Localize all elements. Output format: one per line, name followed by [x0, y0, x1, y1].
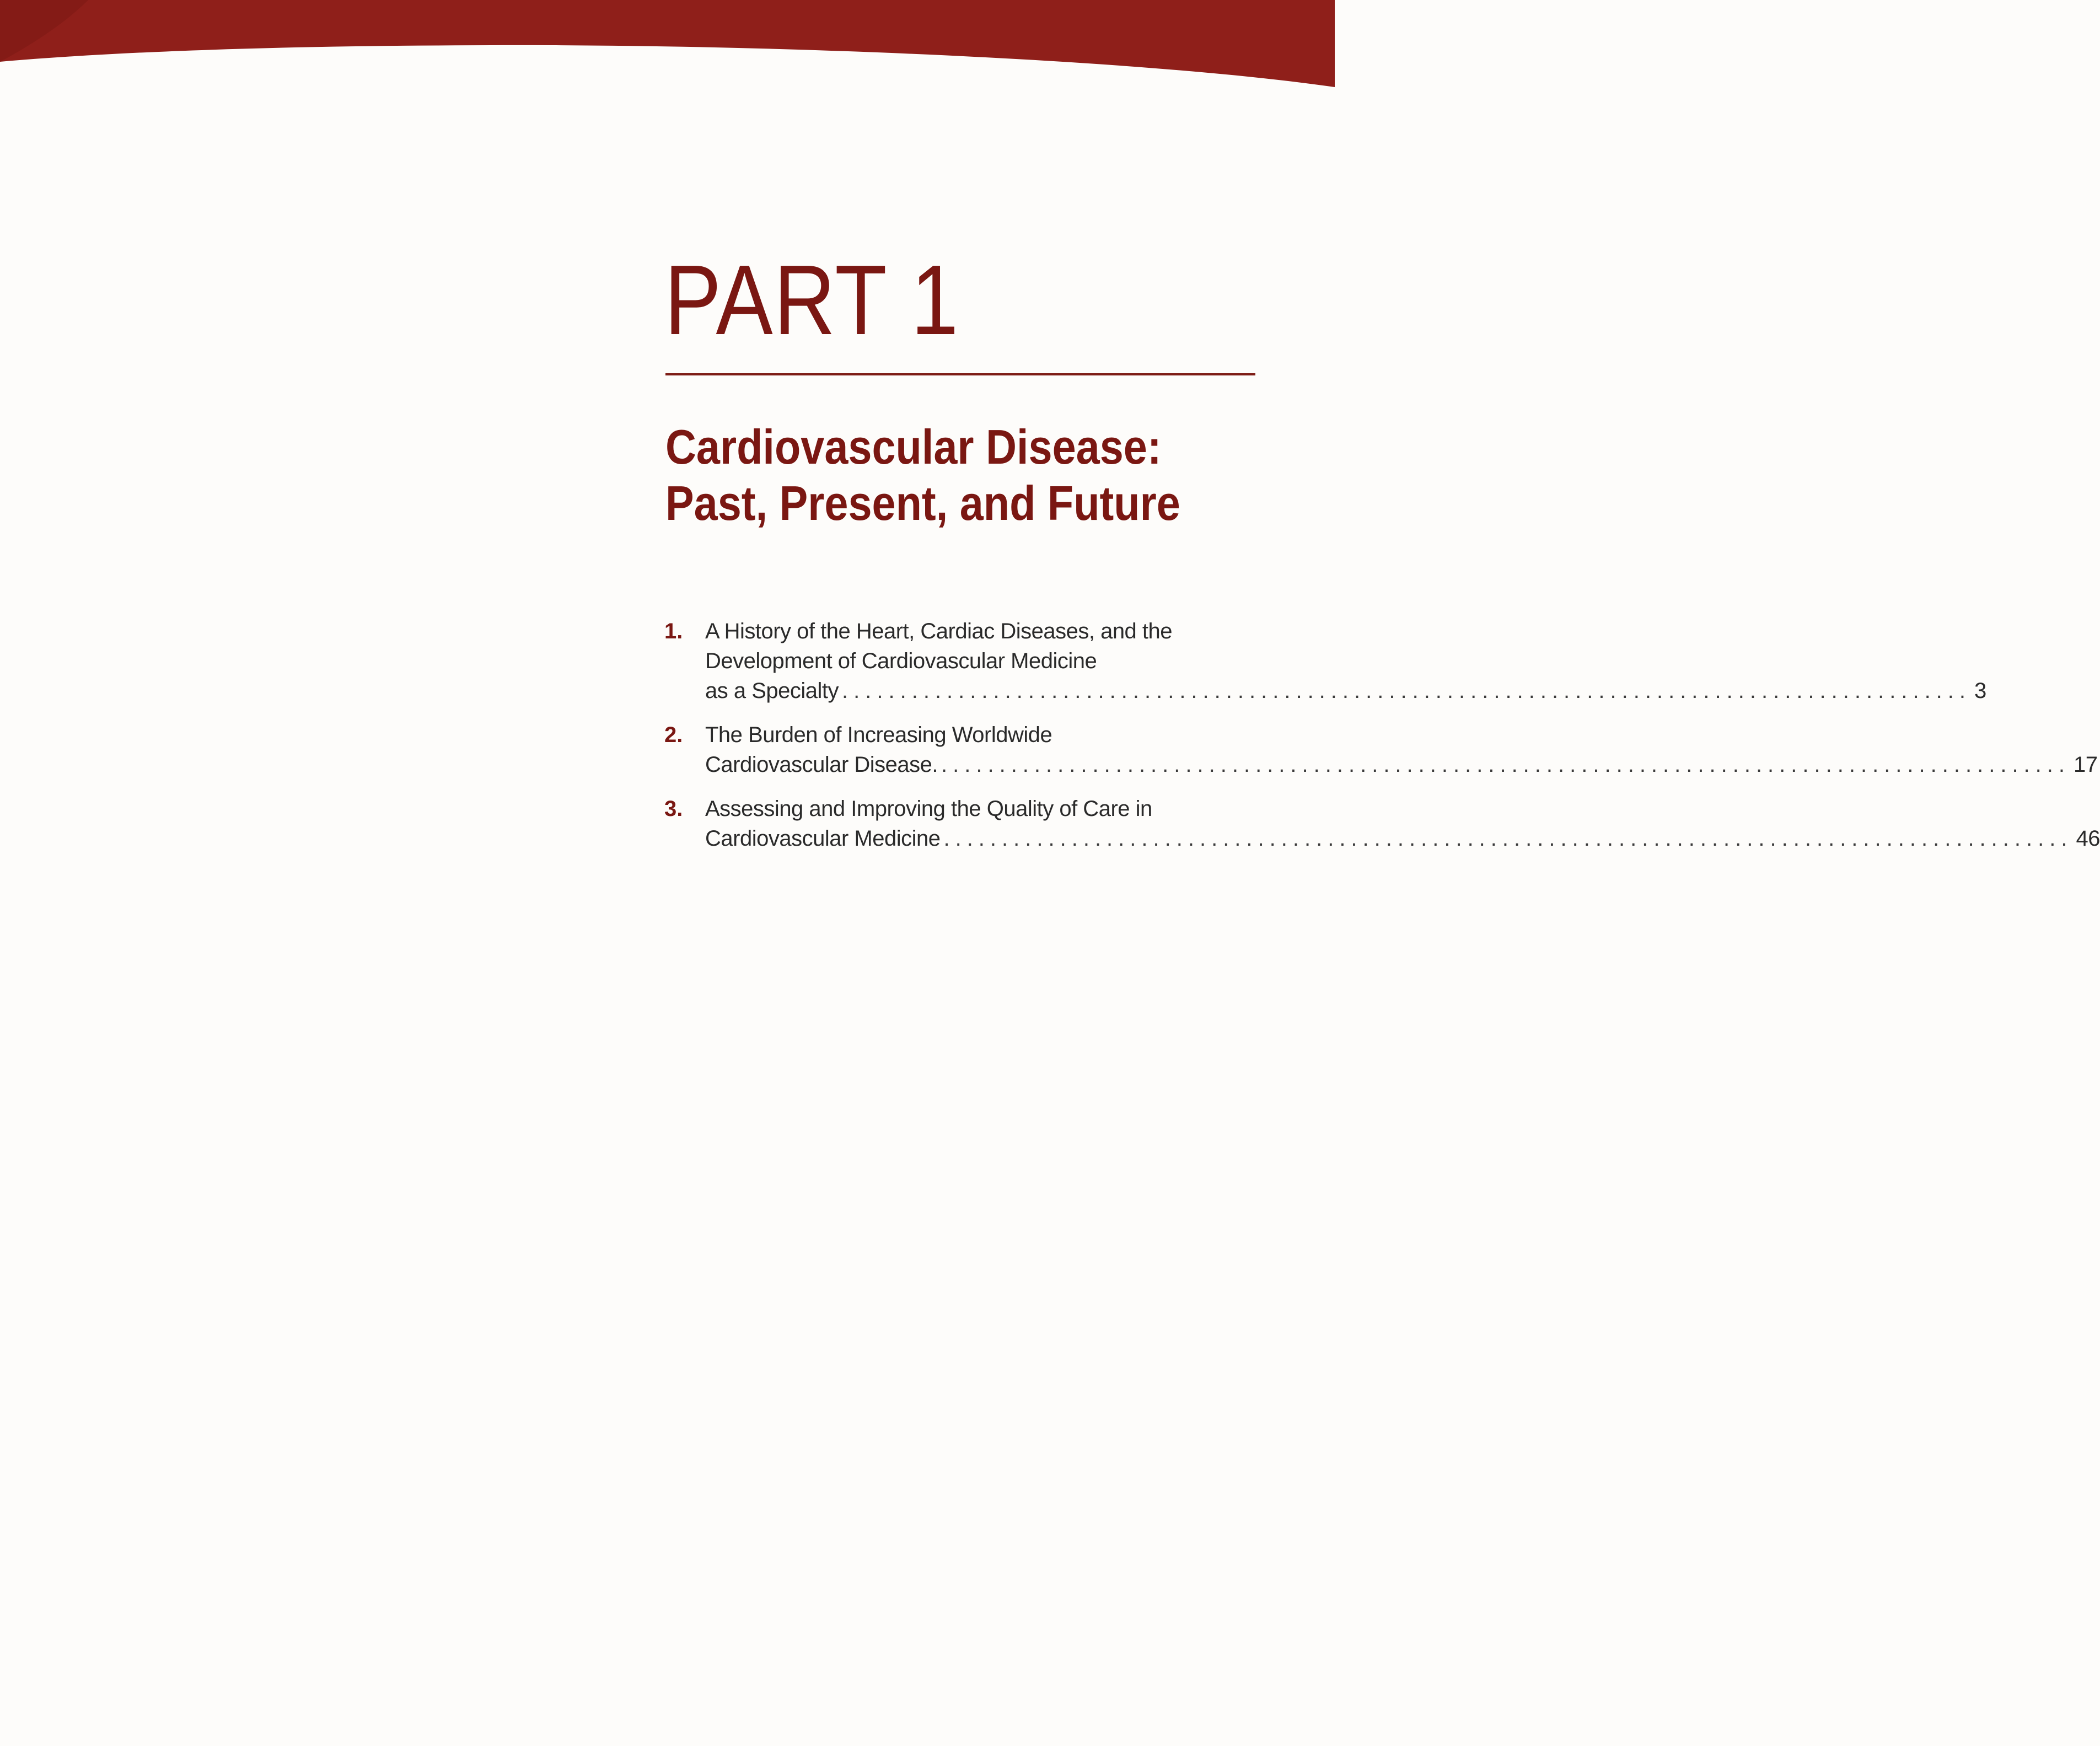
- toc-entry-title-line: A History of the Heart, Cardiac Diseases, and the: [705, 619, 1173, 643]
- toc-entry-title: [705, 794, 2100, 853]
- part-title-line-2: Past, Present, and Future: [665, 476, 1180, 530]
- toc-entry-last-line: [705, 750, 2098, 780]
- dot-leader: .................................................................................................: [941, 753, 2071, 777]
- toc-entry-title: [705, 720, 2098, 780]
- toc-entry-3[interactable]: [664, 794, 2100, 853]
- toc-entry-number: 3.: [664, 797, 683, 821]
- top-band-shape: [0, 0, 1335, 94]
- toc-page-number: 17: [2074, 753, 2098, 777]
- part-heading: PART 1: [664, 245, 960, 356]
- toc-entry-title-line: as a Specialty: [705, 679, 839, 703]
- part-divider-rule: [665, 373, 1255, 375]
- table-of-contents: [664, 616, 2100, 868]
- toc-entry-title-line: Cardiovascular Disease.: [705, 753, 938, 777]
- part-title: [665, 419, 1180, 531]
- toc-page-number: 3: [1974, 679, 1986, 703]
- toc-entry-title-line: Cardiovascular Medicine: [705, 826, 941, 851]
- toc-entry-title: [705, 616, 1986, 706]
- toc-page-number: 46: [2076, 826, 2100, 851]
- dot-leader: .................................................................................................: [842, 679, 1972, 703]
- toc-entry-number: 2.: [664, 723, 683, 747]
- toc-entry-title-line: Development of Cardiovascular Medicine: [705, 649, 1097, 673]
- part-title-line-1: Cardiovascular Disease:: [665, 420, 1162, 474]
- dot-leader: .................................................................................................: [943, 826, 2073, 851]
- toc-entry-1[interactable]: [664, 616, 1986, 706]
- toc-entry-last-line: [705, 824, 2100, 853]
- toc-entry-last-line: [705, 676, 1986, 706]
- toc-entry-title-line: The Burden of Increasing Worldwide: [705, 723, 1052, 747]
- toc-entry-2[interactable]: [664, 720, 2098, 780]
- top-color-band: [0, 0, 1335, 94]
- toc-entry-title-line: Assessing and Improving the Quality of Care in: [705, 797, 1152, 821]
- toc-entry-number: 1.: [664, 619, 683, 643]
